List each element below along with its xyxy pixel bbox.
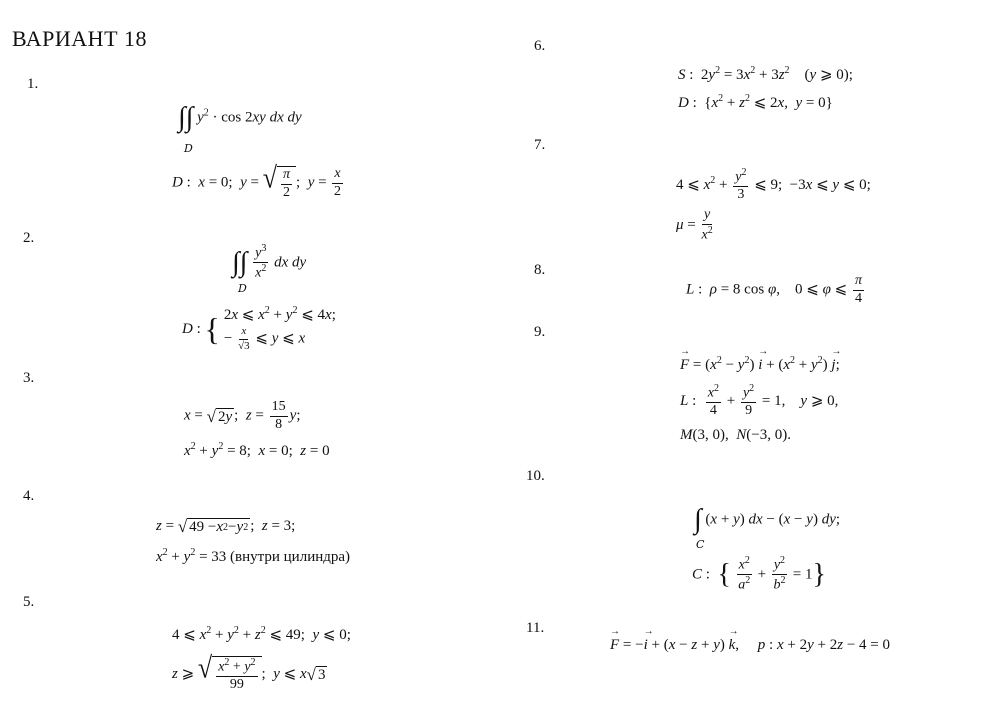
problem-5-line2: z ⩾ √ $\frac{x^2 + y^2}{99}$ ; y ⩽ x √ 3 [172, 650, 326, 693]
problem-7-line2: μ = $\frac{y}{x^2}$ [676, 207, 713, 243]
problem-number-2: 2. [23, 230, 35, 246]
problem-6-line2: D : {$x^2 + z^2$ ⩽ 2x, y = 0} [678, 93, 833, 111]
problem-6-line1: S : $2y^2 = 3x^2 + 3z^2$ (y ⩾ 0); [678, 65, 853, 83]
problem-4-line1: z = √ 49 − x 2 − y 2 ; z = 3; [156, 517, 296, 536]
problem-number-10: 10. [526, 468, 545, 484]
problem-9-line1: → $F = (x^2 - y^2) \to i + (x^2 + y^2) \to j$; [680, 356, 840, 373]
problem-1-integral: ∫∫ $y^2 \cdot \cos 2xy$ dx dy [178, 102, 302, 133]
problem-number-7: 7. [534, 137, 546, 153]
problem-4-line2: $x^2 + y^2 = 33$ (внутри цилиндра) [156, 547, 351, 565]
problem-number-9: 9. [534, 324, 546, 340]
problem-7-line1: 4 ⩽ $x^2$ + $\frac{y^2}{3}$ ⩽ 9; −3x ⩽ y ⩽ 0; [676, 167, 871, 203]
problem-2-integral: ∫∫ $\frac{y^3}{x^2}$ dx dy [232, 243, 307, 281]
problem-3-line2: $x^2 + y^2 = 8$; x = 0; z = 0 [184, 441, 330, 459]
problem-4-note: (внутри цилиндра) [230, 549, 351, 565]
problem-3-line1: x = √ 2 y ; z = $\frac{15}{8}$ y; [184, 399, 301, 432]
problem-10-integral: ∫ (x + y) dx − (x − y) dy; [694, 504, 841, 535]
problem-number-11: 11. [526, 620, 545, 636]
problem-number-4: 4. [23, 488, 35, 504]
problem-9-line3: M(3, 0), N(−3, 0). [680, 427, 791, 443]
problem-9-line2: L : $\frac{x^2}{4}$ + $\frac{y^2}{9}$ = 1, y ⩾ 0, [680, 383, 839, 419]
problem-2-domain: D : { 2x ⩽ $x^2 + y^2$ ⩽ 4x; − $\frac{x}{√3}$ ⩽ y ⩽ x [182, 305, 336, 352]
problem-8-line: L : ρ = 8 cos φ, 0 ⩽ φ ⩽ $\frac{\pi}{4}$ [686, 273, 862, 306]
problem-number-8: 8. [534, 262, 546, 278]
problem-number-1: 1. [27, 76, 39, 92]
problem-10-contour-sub: C [696, 538, 705, 551]
problem-10-contour: C : { $\frac{x^2}{a^2}$ + $\frac{y^2}{b^2}$ = 1} [692, 555, 826, 593]
problem-number-6: 6. [534, 38, 546, 54]
variant-title: ВАРИАНТ 18 [12, 26, 148, 51]
problem-number-5: 5. [23, 594, 35, 610]
problem-1-domain: D : x = 0; y = √ $\frac{\pi}{2}$ ; y = $\frac{x}{2}$ [172, 161, 341, 200]
problem-1-domain-sub: D [184, 142, 193, 155]
problem-5-line1: 4 ⩽ $x^2 + y^2 + z^2$ ⩽ 49; y ⩽ 0; [172, 625, 351, 643]
problem-number-3: 3. [23, 370, 35, 386]
problem-11-line: → F = −→ i + (x − z + y) → k, p : x + 2y + 2z − 4 = 0 [610, 638, 890, 653]
problem-2-domain-sub: D [238, 282, 247, 295]
